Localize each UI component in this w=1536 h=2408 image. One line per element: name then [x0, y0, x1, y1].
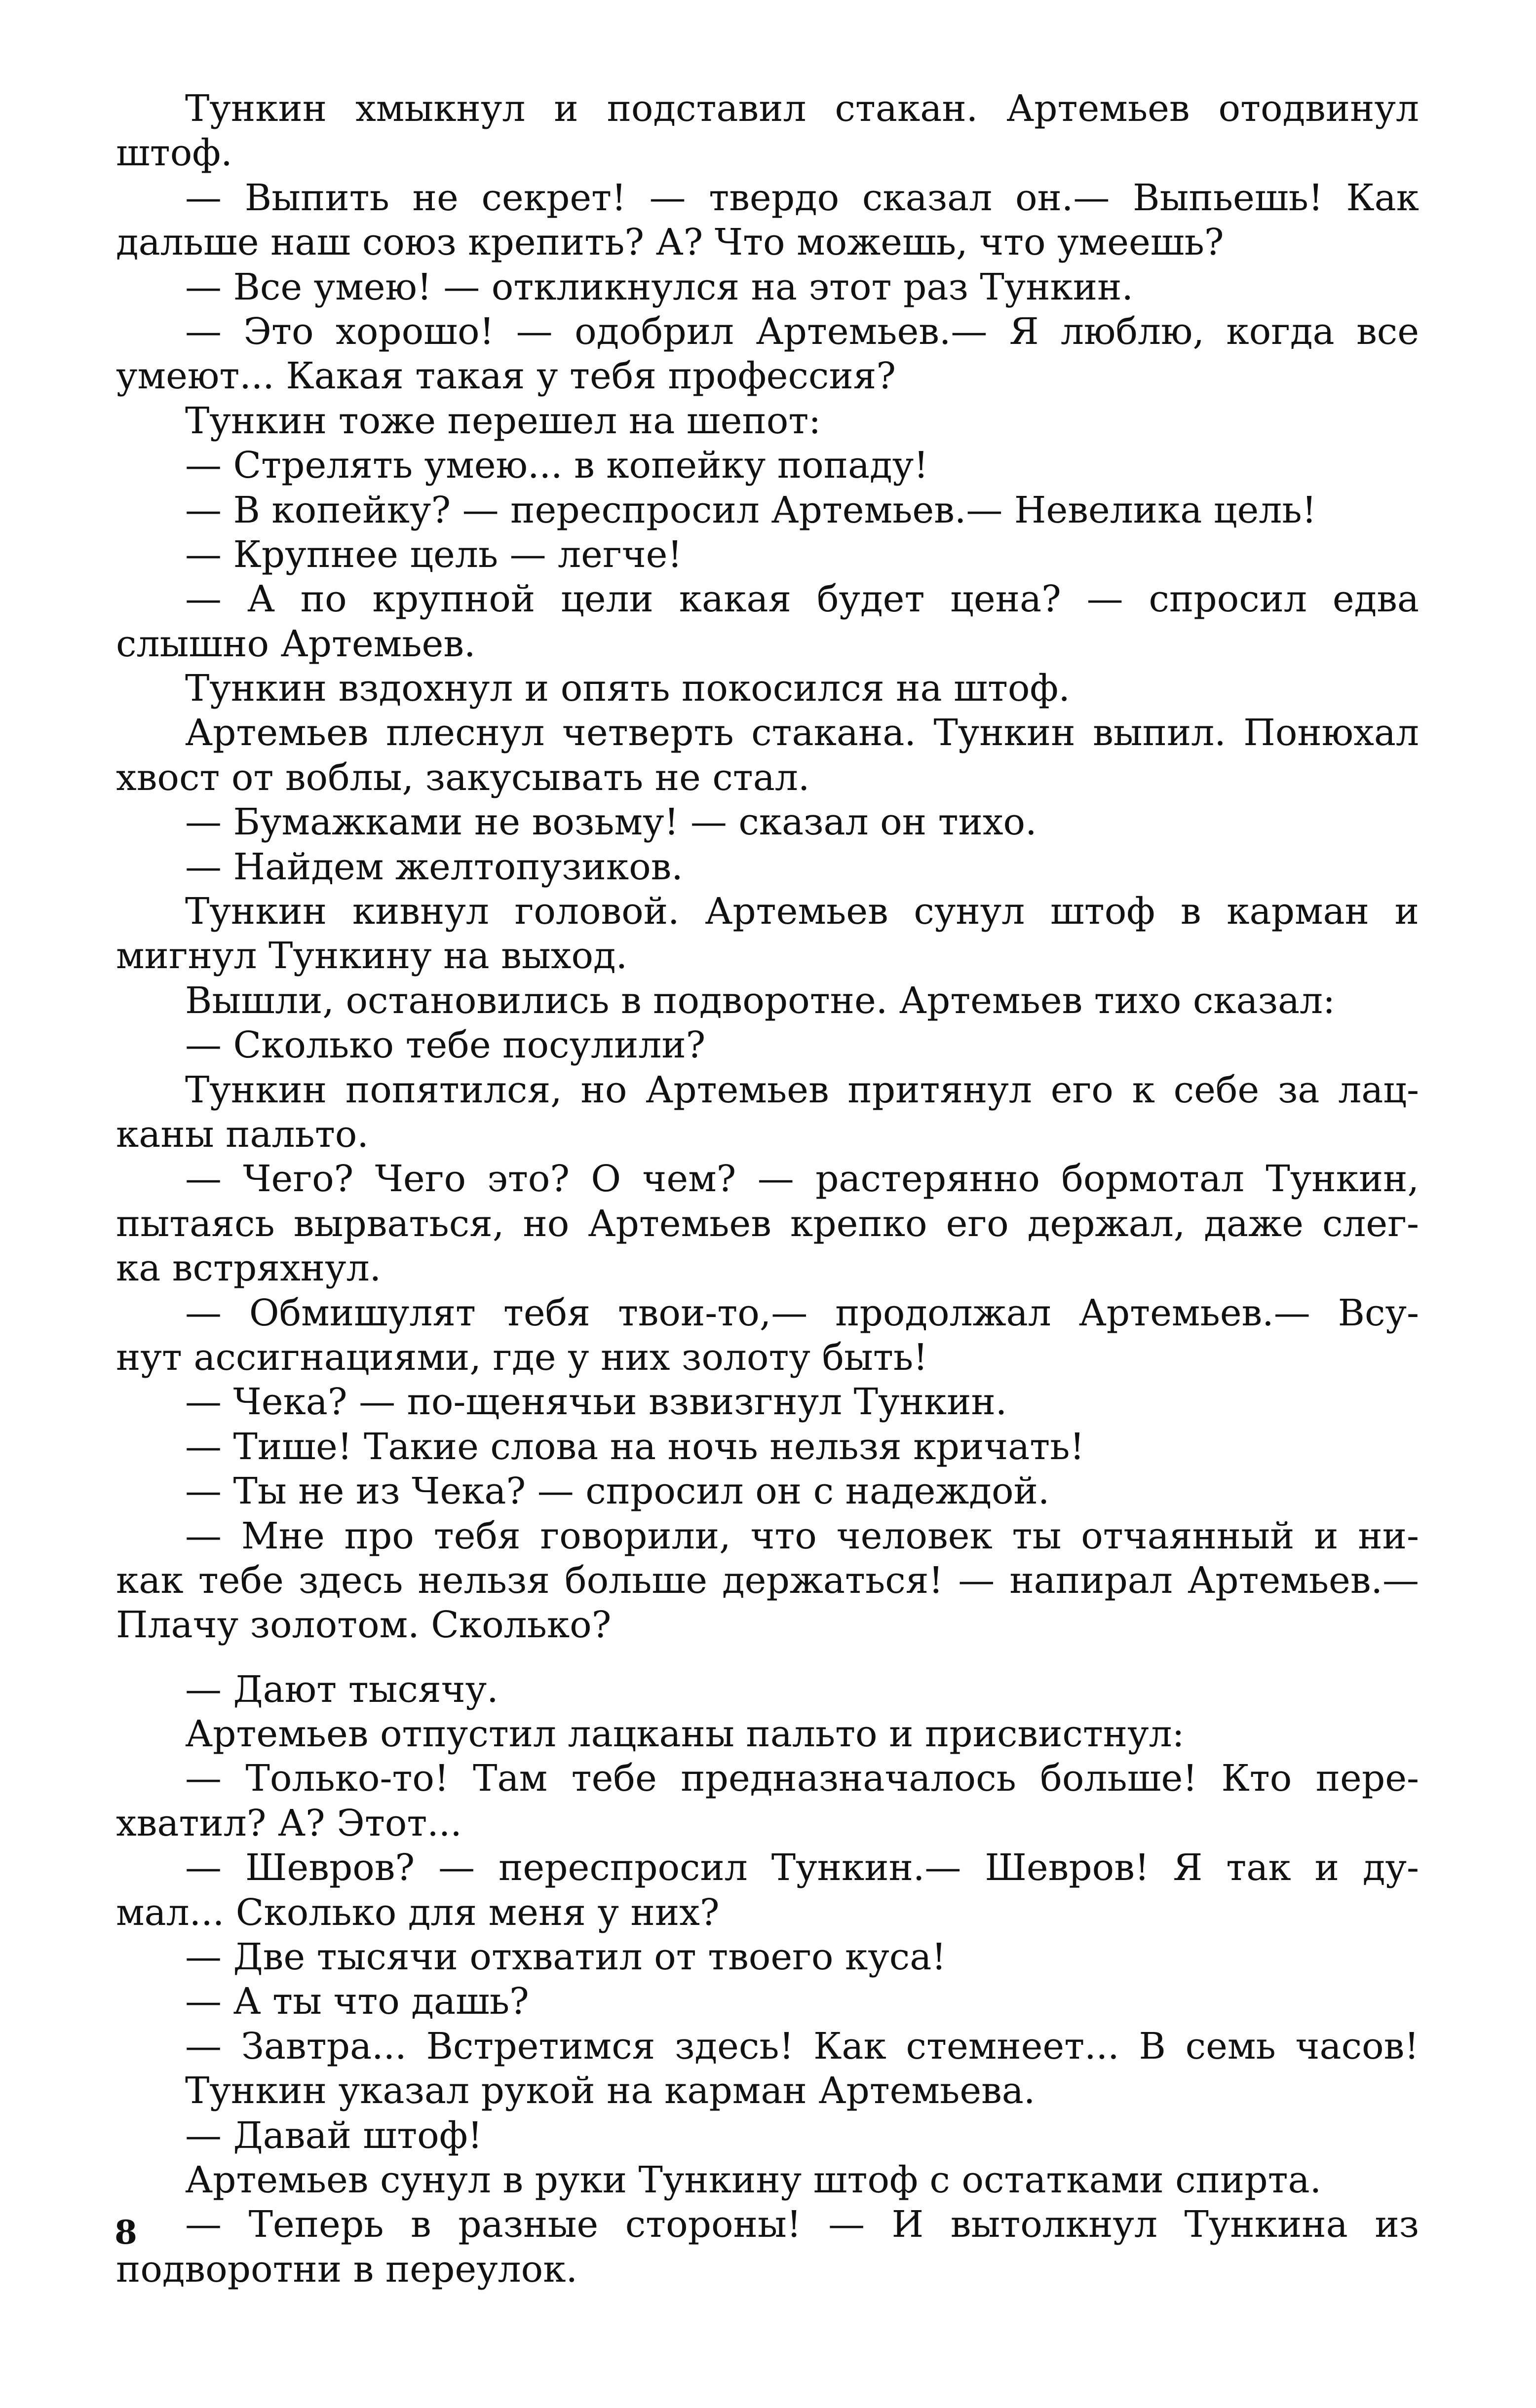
text-line: — Крупнее цель — легче!: [185, 533, 683, 576]
text-line: — Шевров? — переспросил Тункин.— Шевров! Я так и ду-: [185, 1846, 1419, 1889]
text-line: — Чека? — по-щенячьи взвизгнул Тункин.: [185, 1381, 1007, 1424]
text-line: Плачу золотом. Сколько?: [116, 1604, 612, 1647]
text-line: — Стрелять умею... в копейку попаду!: [185, 444, 928, 487]
text-line: — А по крупной цели какая будет цена? — спросил едва: [185, 578, 1419, 621]
text-line: Артемьев отпустил лацканы пальто и присвистнул:: [185, 1713, 1185, 1756]
text-line: подворотни в переулок.: [116, 2248, 578, 2291]
text-line: ка встряхнул.: [116, 1247, 382, 1290]
text-line: — Чего? Чего это? О чем? — растерянно бормотал Тункин,: [185, 1158, 1419, 1201]
text-line: хвост от воблы, закусывать не стал.: [116, 756, 810, 799]
text-line: — Сколько тебе посулили?: [185, 1024, 706, 1067]
text-line: — Тише! Такие слова на ночь нельзя кричать!: [185, 1425, 1085, 1468]
text-line: — А ты что дашь?: [185, 1980, 529, 2023]
text-line: — Бумажками не возьму! — сказал он тихо.: [185, 801, 1037, 844]
text-line: умеют... Какая такая у тебя профессия?: [116, 355, 896, 398]
text-line: Тункин хмыкнул и подставил стакан. Артемьев отодвинул: [185, 87, 1419, 130]
text-line: — Две тысячи отхватил от твоего куса!: [185, 1936, 947, 1979]
text-line: пытаясь вырваться, но Артемьев крепко его держал, даже слег-: [116, 1202, 1419, 1245]
text-line: — Теперь в разные стороны! — И вытолкнул Тункина из: [185, 2203, 1419, 2246]
text-line: мигнул Тункину на выход.: [116, 935, 628, 978]
text-line: — Найдем желтопузиков.: [185, 845, 683, 888]
text-line: — Ты не из Чека? — спросил он с надеждой.: [185, 1470, 1050, 1513]
text-line: хватил? А? Этот...: [116, 1802, 462, 1844]
text-line: Артемьев плеснул четверть стакана. Тункин выпил. Понюхал: [185, 712, 1419, 754]
text-line: — Это хорошо! — одобрил Артемьев.— Я люблю, когда все: [185, 310, 1419, 353]
text-line: Тункин вздохнул и опять покосился на штоф.: [185, 667, 1070, 710]
text-line: мал... Сколько для меня у них?: [116, 1891, 720, 1934]
text-line: Тункин кивнул головой. Артемьев сунул штоф в карман и: [185, 890, 1419, 933]
text-line: — Дают тысячу.: [185, 1668, 499, 1711]
text-line: Тункин указал рукой на карман Артемьева.: [185, 2069, 1036, 2112]
text-line: дальше наш союз крепить? А? Что можешь, что умеешь?: [116, 221, 1224, 264]
text-line: — Давай штоф!: [185, 2114, 483, 2157]
text-line: — Обмишулят тебя твои-то,— продолжал Артемьев.— Всу-: [185, 1291, 1419, 1334]
text-line: штоф.: [116, 132, 232, 175]
text-line: — Завтра... Встретимся здесь! Как стемнеет... В семь часов!: [185, 2025, 1419, 2068]
text-line: Вышли, остановились в подворотне. Артемьев тихо сказал:: [185, 979, 1336, 1022]
text-line: — Все умею! — откликнулся на этот раз Тункин.: [185, 265, 1133, 308]
text-line: — Мне про тебя говорили, что человек ты отчаянный и ни-: [185, 1514, 1419, 1557]
text-line: Артемьев сунул в руки Тункину штоф с остатками спирта.: [185, 2158, 1322, 2201]
text-line: — Только-то! Там тебе предназначалось больше! Кто пере-: [185, 1757, 1419, 1800]
text-line: слышно Артемьев.: [116, 622, 476, 665]
page-number: 8: [115, 2213, 137, 2252]
text-line: каны пальто.: [116, 1113, 369, 1156]
text-line: как тебе здесь нельзя больше держаться! — напирал Артемьев.—: [116, 1559, 1419, 1602]
text-line: Тункин тоже перешел на шепот:: [185, 399, 821, 442]
text-line: — Выпить не секрет! — твердо сказал он.— Выпьешь! Как: [185, 176, 1419, 219]
page-body-text: [116, 86, 1419, 2292]
text-line: — В копейку? — переспросил Артемьев.— Невелика цель!: [185, 489, 1317, 531]
text-line: Тункин попятился, но Артемьев притянул его к себе за лац-: [185, 1068, 1419, 1111]
text-line: нут ассигнациями, где у них золоту быть!: [116, 1336, 928, 1379]
